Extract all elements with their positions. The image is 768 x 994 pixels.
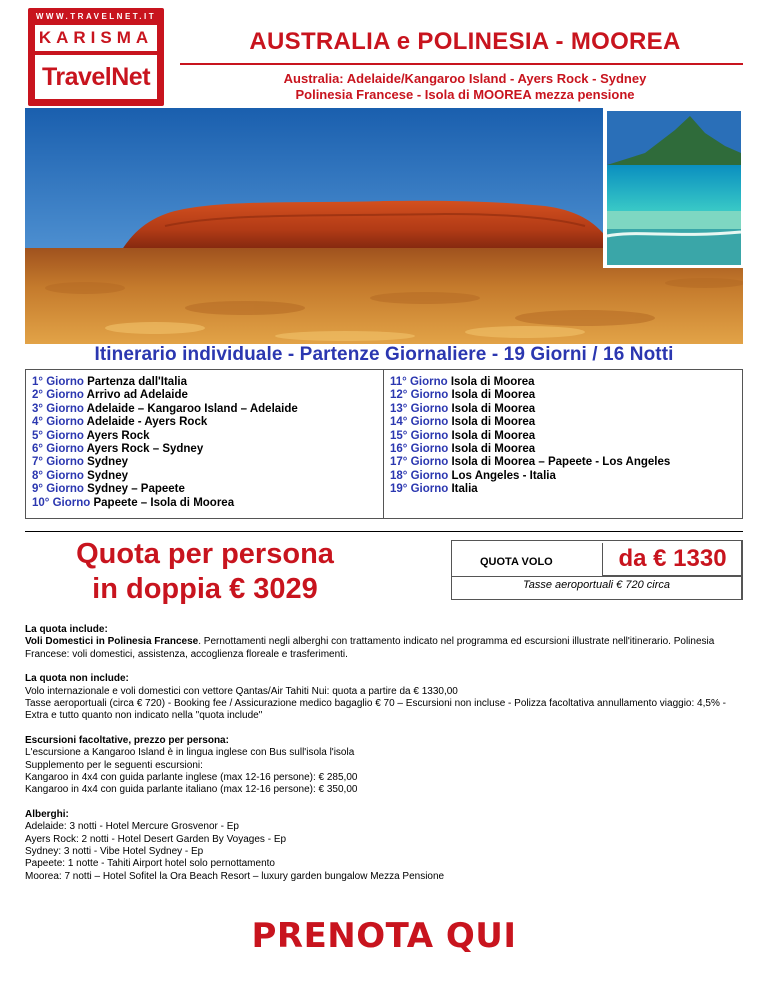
- logo-site-url: WWW.TRAVELNET.IT: [35, 12, 157, 21]
- section-excursions: [25, 735, 743, 796]
- itinerary-row: [32, 470, 298, 483]
- day-label: 2° Giorno: [32, 389, 84, 402]
- section-hotels: [25, 809, 743, 883]
- include-text: . Pernottamenti negli alberghi con trattamento indicato nel programma ed escursioni illustrate nell'itinerario. Polinesia Francese: voli domestici, assistenza, accoglienza floreale e trasferimenti.: [25, 636, 715, 660]
- title-divider: [180, 63, 743, 65]
- itinerary-row: [390, 416, 670, 429]
- day-label: 7° Giorno: [32, 456, 84, 469]
- itinerary-column-divider: [383, 370, 384, 518]
- day-label: 17° Giorno: [390, 456, 449, 469]
- quota-per-persona: [30, 537, 380, 607]
- flight-price-value: da € 1330: [602, 543, 742, 576]
- itinerary-title: Itinerario individuale - Partenze Giornaliere - 19 Giorni / 16 Notti: [94, 344, 674, 365]
- day-description: Isola di Moorea: [451, 402, 536, 415]
- day-description: Isola di Moorea – Papeete - Los Angeles: [451, 456, 671, 469]
- itinerary-row: [32, 430, 298, 443]
- day-label: 10° Giorno: [32, 496, 91, 509]
- airport-tax-note: Tasse aeroportuali € 720 circa: [523, 579, 670, 591]
- itinerary-row: [32, 443, 298, 456]
- detail-line: Kangaroo in 4x4 con guida parlante inglese (max 12-16 persone): € 285,00: [25, 771, 358, 783]
- section-include: [25, 624, 743, 661]
- detail-line: Supplemento per le seguenti escursioni:: [25, 759, 203, 771]
- day-label: 16° Giorno: [390, 443, 449, 456]
- detail-line: Sydney: 3 notti - Vibe Hotel Sydney - Ep: [25, 845, 204, 857]
- section-heading: Escursioni facoltative, prezzo per persona:: [25, 735, 229, 747]
- section-heading: La quota include:: [25, 624, 108, 635]
- itinerary-row: [32, 416, 298, 429]
- day-label: 13° Giorno: [390, 402, 449, 415]
- day-label: 12° Giorno: [390, 389, 449, 402]
- day-label: 3° Giorno: [32, 402, 84, 415]
- subtitle-australia: Australia: Adelaide/Kangaroo Island - Ayers Rock - Sydney: [283, 71, 647, 86]
- detail-line: Moorea: 7 notti – Hotel Sofitel la Ora Beach Resort – luxury garden bungalow Mezza Pensione: [25, 870, 445, 882]
- package-details: [25, 624, 743, 895]
- flight-price-label: QUOTA VOLO: [480, 556, 553, 568]
- detail-line: Papeete: 1 notte - Tahiti Airport hotel solo pernottamento: [25, 858, 275, 870]
- detail-line: Adelaide: 3 notti - Hotel Mercure Grosvenor - Ep: [25, 821, 239, 833]
- detail-line: Kangaroo in 4x4 con guida parlante italiano (max 12-16 persone): € 350,00: [25, 784, 358, 796]
- itinerary-row: [390, 483, 670, 496]
- day-description: Adelaide – Kangaroo Island – Adelaide: [86, 402, 298, 415]
- flight-box-divider: [452, 576, 741, 577]
- itinerary-row: [390, 456, 670, 469]
- detail-line: Ayers Rock: 2 notti - Hotel Desert Garden By Voyages - Ep: [25, 833, 287, 845]
- itinerary-row: [390, 443, 670, 456]
- logo-brand-travelnet: TravelNet: [35, 55, 157, 99]
- itinerary-table: [25, 369, 743, 519]
- itinerary-row: [390, 403, 670, 416]
- subtitle-polinesia: Polinesia Francese - Isola di MOOREA mezza pensione: [295, 87, 635, 102]
- day-description: Sydney: [87, 456, 129, 469]
- section-text: [25, 636, 743, 661]
- day-description: Los Angeles - Italia: [451, 469, 556, 482]
- page-title: AUSTRALIA e POLINESIA - MOOREA: [249, 28, 681, 55]
- logo-brand-karisma: KARISMA: [35, 25, 157, 51]
- day-description: Isola di Moorea: [451, 429, 536, 442]
- moorea-inset-photo: [603, 108, 743, 268]
- day-label: 15° Giorno: [390, 429, 449, 442]
- day-description: Ayers Rock: [86, 429, 150, 442]
- day-label: 18° Giorno: [390, 469, 449, 482]
- day-description: Papeete – Isola di Moorea: [93, 496, 235, 509]
- karisma-travelnet-logo: [28, 8, 164, 106]
- day-label: 14° Giorno: [390, 416, 449, 429]
- day-description: Isola di Moorea: [451, 443, 536, 456]
- day-label: 11° Giorno: [390, 376, 448, 388]
- day-label: 19° Giorno: [390, 483, 449, 496]
- itinerary-row: [32, 376, 298, 389]
- day-description: Partenza dall'Italia: [87, 376, 187, 388]
- flight-price-box: [451, 540, 743, 600]
- itinerary-row: [390, 389, 670, 402]
- quota-line-1: Quota per persona: [76, 538, 334, 570]
- day-label: 5° Giorno: [32, 429, 84, 442]
- itinerary-row: [32, 483, 298, 496]
- hero-photo-banner: [25, 108, 743, 344]
- day-description: Italia: [451, 483, 478, 496]
- itinerary-column-left: [32, 376, 298, 510]
- quota-line-2: in doppia € 3029: [92, 573, 318, 605]
- prenota-qui-link[interactable]: PRENOTA QUI: [251, 916, 517, 956]
- detail-line: Volo internazionale e voli domestici con vettore Qantas/Air Tahiti Nui: quota a partire da € 1330,00: [25, 685, 458, 697]
- itinerary-row: [32, 389, 298, 402]
- day-description: Ayers Rock – Sydney: [86, 443, 204, 456]
- include-bold-lead: Voli Domestici in Polinesia Francese: [25, 636, 199, 648]
- uluru-and-moorea-photo: [25, 108, 743, 344]
- day-label: 9° Giorno: [32, 483, 84, 496]
- itinerary-row: [390, 376, 670, 389]
- day-description: Arrivo ad Adelaide: [86, 389, 188, 402]
- pricing-divider: [25, 531, 743, 532]
- day-description: Isola di Moorea: [450, 376, 535, 388]
- section-heading: La quota non include:: [25, 673, 129, 685]
- day-description: Adelaide - Ayers Rock: [86, 416, 208, 429]
- itinerary-row: [32, 456, 298, 469]
- day-label: 8° Giorno: [32, 469, 84, 482]
- day-description: Sydney: [87, 469, 129, 482]
- itinerary-row: [32, 497, 298, 510]
- section-not-include: [25, 673, 743, 722]
- day-description: Isola di Moorea: [451, 389, 536, 402]
- itinerary-column-right: [390, 376, 670, 497]
- section-heading: Alberghi:: [25, 809, 69, 821]
- day-description: Isola di Moorea: [451, 416, 536, 429]
- detail-line: L'escursione a Kangaroo Island è in lingua inglese con Bus sull'isola l'isola: [25, 747, 355, 759]
- itinerary-row: [390, 430, 670, 443]
- day-description: Sydney – Papeete: [87, 483, 185, 496]
- day-label: 4° Giorno: [32, 416, 84, 429]
- day-label: 6° Giorno: [32, 443, 84, 456]
- detail-line: Tasse aeroportuali (circa € 720) - Booking fee / Assicurazione medico bagaglio € 70 – Escursioni non incluse - Polizza facoltativa annullamento viaggio: 4,5% - Extra e tutto quanto non indicato nella "quota include": [25, 697, 726, 722]
- itinerary-row: [390, 470, 670, 483]
- itinerary-row: [32, 403, 298, 416]
- day-label: 1° Giorno: [32, 376, 84, 388]
